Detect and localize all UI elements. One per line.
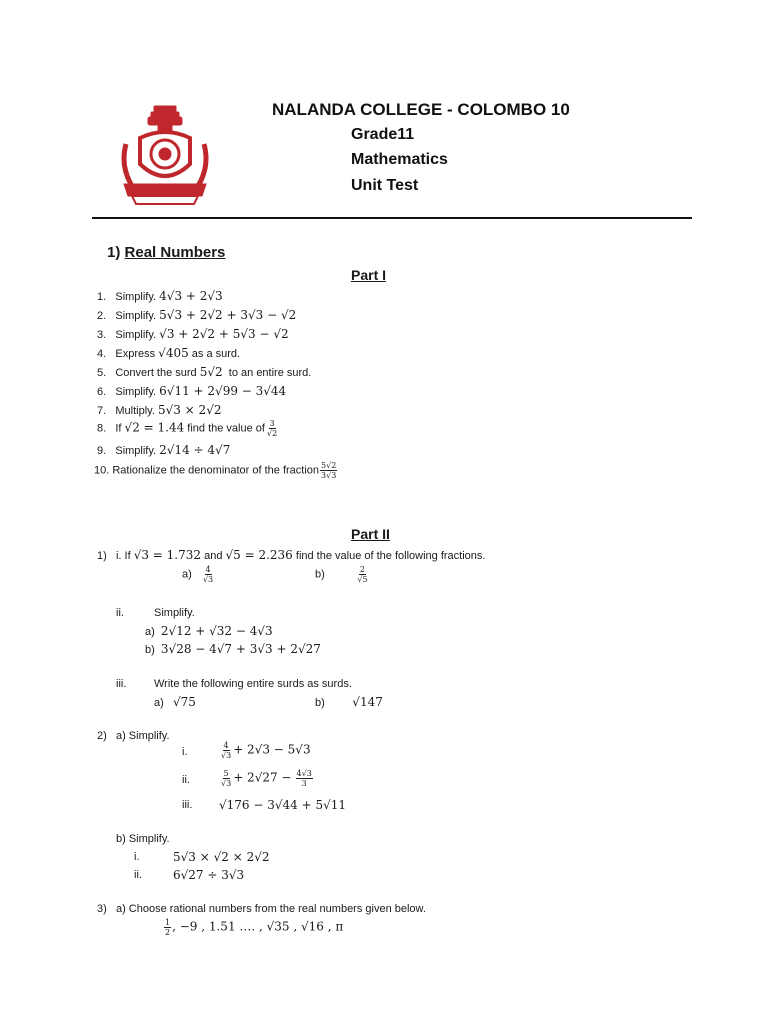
q-math: 5√3 × 2√2 [157, 403, 222, 417]
q-math: √3 + 2√2 + 5√3 − √2 [159, 327, 289, 341]
part2-q1-b [315, 565, 370, 584]
fraction-denominator: √3 [221, 779, 232, 788]
fraction-denominator: √2 [266, 429, 278, 438]
q-math: + 2√27 − [233, 770, 292, 785]
q-text-after: as a surd. [191, 348, 241, 360]
fraction [220, 769, 232, 788]
q-number: 2) [97, 730, 107, 742]
q-text: Simplify. [115, 386, 157, 398]
part2-q1-i [97, 548, 485, 563]
fraction-numerator: 4√3 [296, 769, 312, 778]
q-math: √176 − 3√44 + 5√11 [219, 798, 347, 812]
fraction-numerator: 2 [359, 565, 365, 574]
part2-q1-iii-text: Write the following entire surds as surds. [154, 678, 352, 690]
q-math: 6√11 + 2√99 − 3√44 [159, 384, 287, 398]
part1-title: Part I [351, 267, 387, 283]
fraction [202, 565, 214, 584]
fraction-numerator: 4 [205, 565, 211, 574]
q-text-after: find the value of [187, 422, 265, 435]
q-math: 5√3 + 2√2 + 3√3 − √2 [159, 308, 297, 322]
q-text: a) Choose rational numbers from the real numbers given below. [115, 903, 426, 915]
part2-q2-a [97, 729, 170, 743]
q8-fraction [266, 419, 278, 438]
fraction-denominator: 3√3 [321, 471, 337, 480]
part2-q3-list [163, 918, 343, 937]
sub-label: b) [315, 697, 325, 709]
part2-q1-ii-text: Simplify. [154, 607, 195, 619]
part2-q1-ii-label: ii. [116, 607, 124, 619]
q-number: 10. [94, 464, 110, 477]
q10-fraction [320, 461, 337, 480]
part1-q7 [97, 403, 221, 418]
part2-q2-b: b) Simplify. [116, 833, 170, 845]
sub-label: a) [182, 568, 192, 581]
part2-q1-ii-b [145, 642, 321, 657]
q-number: 1. [97, 291, 107, 303]
part2-q2-b-i [173, 850, 269, 865]
q-text: i. If [115, 550, 131, 562]
q-number: 7. [97, 405, 107, 417]
part2-q2-a-ii-label: ii. [182, 774, 190, 786]
part2-q1-ii-a [145, 624, 273, 639]
q-text: Simplify. [115, 291, 157, 303]
fraction-numerator: 4 [223, 741, 229, 750]
q-number: 9. [97, 445, 107, 457]
q-math: 3√28 − 4√7 + 3√3 + 2√27 [160, 642, 321, 656]
fraction-numerator: 3 [269, 419, 275, 428]
q-text: Simplify. [115, 329, 157, 341]
q-math: 6√27 ÷ 3√3 [173, 868, 245, 882]
q-number: 1) [97, 550, 107, 562]
q-math: 2√14 ÷ 4√7 [159, 443, 231, 457]
part1-q9 [97, 443, 230, 458]
subject-label: Mathematics [351, 151, 448, 168]
q-text: Multiply. [115, 405, 155, 417]
college-name: NALANDA COLLEGE - COLOMBO 10 [272, 100, 570, 119]
sub-label: a) [145, 626, 155, 638]
q-text: a) Simplify. [115, 730, 170, 742]
q-text: Rationalize the denominator of the fraction [112, 464, 320, 477]
part2-q2-a-ii [219, 769, 314, 788]
section-heading [107, 244, 225, 261]
q-number: 3) [97, 903, 107, 915]
part1-q10 [94, 461, 338, 480]
q-math: 5√3 × √2 × 2√2 [173, 850, 270, 864]
part2-title: Part II [351, 526, 390, 542]
part2-q2-b-i-label: i. [134, 851, 140, 863]
fraction-denominator: √5 [357, 575, 368, 584]
fraction-numerator: 5 [223, 769, 229, 778]
q-math: 2√12 + √32 − 4√3 [160, 624, 273, 638]
part1-q3 [97, 327, 289, 342]
q-text: Simplify. [115, 445, 157, 457]
part2-q2-b-ii [173, 868, 244, 883]
sub-label: b) [145, 644, 155, 656]
part1-q4 [97, 346, 240, 361]
section-number: 1) [107, 244, 121, 261]
q-text: Simplify. [115, 310, 157, 322]
part1-q6 [97, 384, 286, 399]
q-math: √405 [158, 346, 189, 360]
sub-label: b) [315, 568, 325, 581]
part1-q1 [97, 289, 223, 304]
section-title: Real Numbers [124, 244, 226, 261]
q-text: Express [115, 348, 156, 360]
fraction-denominator: √3 [202, 575, 214, 584]
grade-label: Grade11 [351, 126, 415, 143]
part1-q2 [97, 308, 296, 323]
part2-q2-a-iii-label: iii. [182, 799, 193, 811]
q-text: If [115, 422, 122, 435]
q-math: 5√2 [199, 365, 223, 379]
q-math: , −9 , 1.51 …. , √35 , √16 , π [172, 919, 344, 934]
fraction-denominator: 3 [301, 779, 307, 788]
fraction [164, 918, 171, 937]
test-label: Unit Test [351, 177, 419, 194]
sub-label: a) [154, 697, 164, 709]
q-math: √5 = 2.236 [225, 548, 293, 562]
part2-q2-a-i [219, 741, 311, 760]
q-number: 2. [97, 310, 107, 322]
part2-q1-a [182, 565, 215, 584]
part2-q2-a-iii [219, 798, 346, 813]
part2-q1-iii-b [315, 695, 383, 710]
q-math: √75 [172, 695, 196, 709]
q-text-after: to an entire surd. [228, 367, 312, 379]
college-crest-logo [118, 104, 212, 212]
part1-q5 [97, 365, 311, 380]
q-text: Convert the surd [115, 367, 197, 379]
q-number: 3. [97, 329, 107, 341]
q-math: √147 [352, 695, 383, 709]
q-number: 4. [97, 348, 107, 360]
part2-q2-b-ii-label: ii. [134, 869, 142, 881]
fraction-denominator: 2 [165, 928, 171, 937]
fraction-denominator: √3 [221, 751, 232, 760]
fraction-numerator: 1 [165, 918, 171, 927]
q-number: 8. [97, 422, 107, 435]
q-text: find the value of the following fractions. [295, 550, 486, 562]
fraction-numerator: 5√2 [321, 461, 337, 470]
header-divider [92, 217, 692, 219]
q-math: + 2√3 − 5√3 [233, 742, 311, 757]
part2-q1-iii-a [154, 695, 196, 710]
q-number: 6. [97, 386, 107, 398]
part2-q3-a [97, 902, 426, 916]
q-number: 5. [97, 367, 107, 379]
part2-q2-a-i-label: i. [182, 746, 188, 758]
q-math: 4√3 + 2√3 [159, 289, 223, 303]
part1-q8 [97, 419, 279, 438]
fraction [220, 741, 232, 760]
q-text: and [204, 550, 223, 562]
q-math: √3 = 1.732 [133, 548, 202, 562]
fraction [356, 565, 368, 584]
fraction [296, 769, 313, 788]
part2-q1-iii-label: iii. [116, 678, 127, 690]
q-math: √2 = 1.44 [124, 420, 185, 435]
